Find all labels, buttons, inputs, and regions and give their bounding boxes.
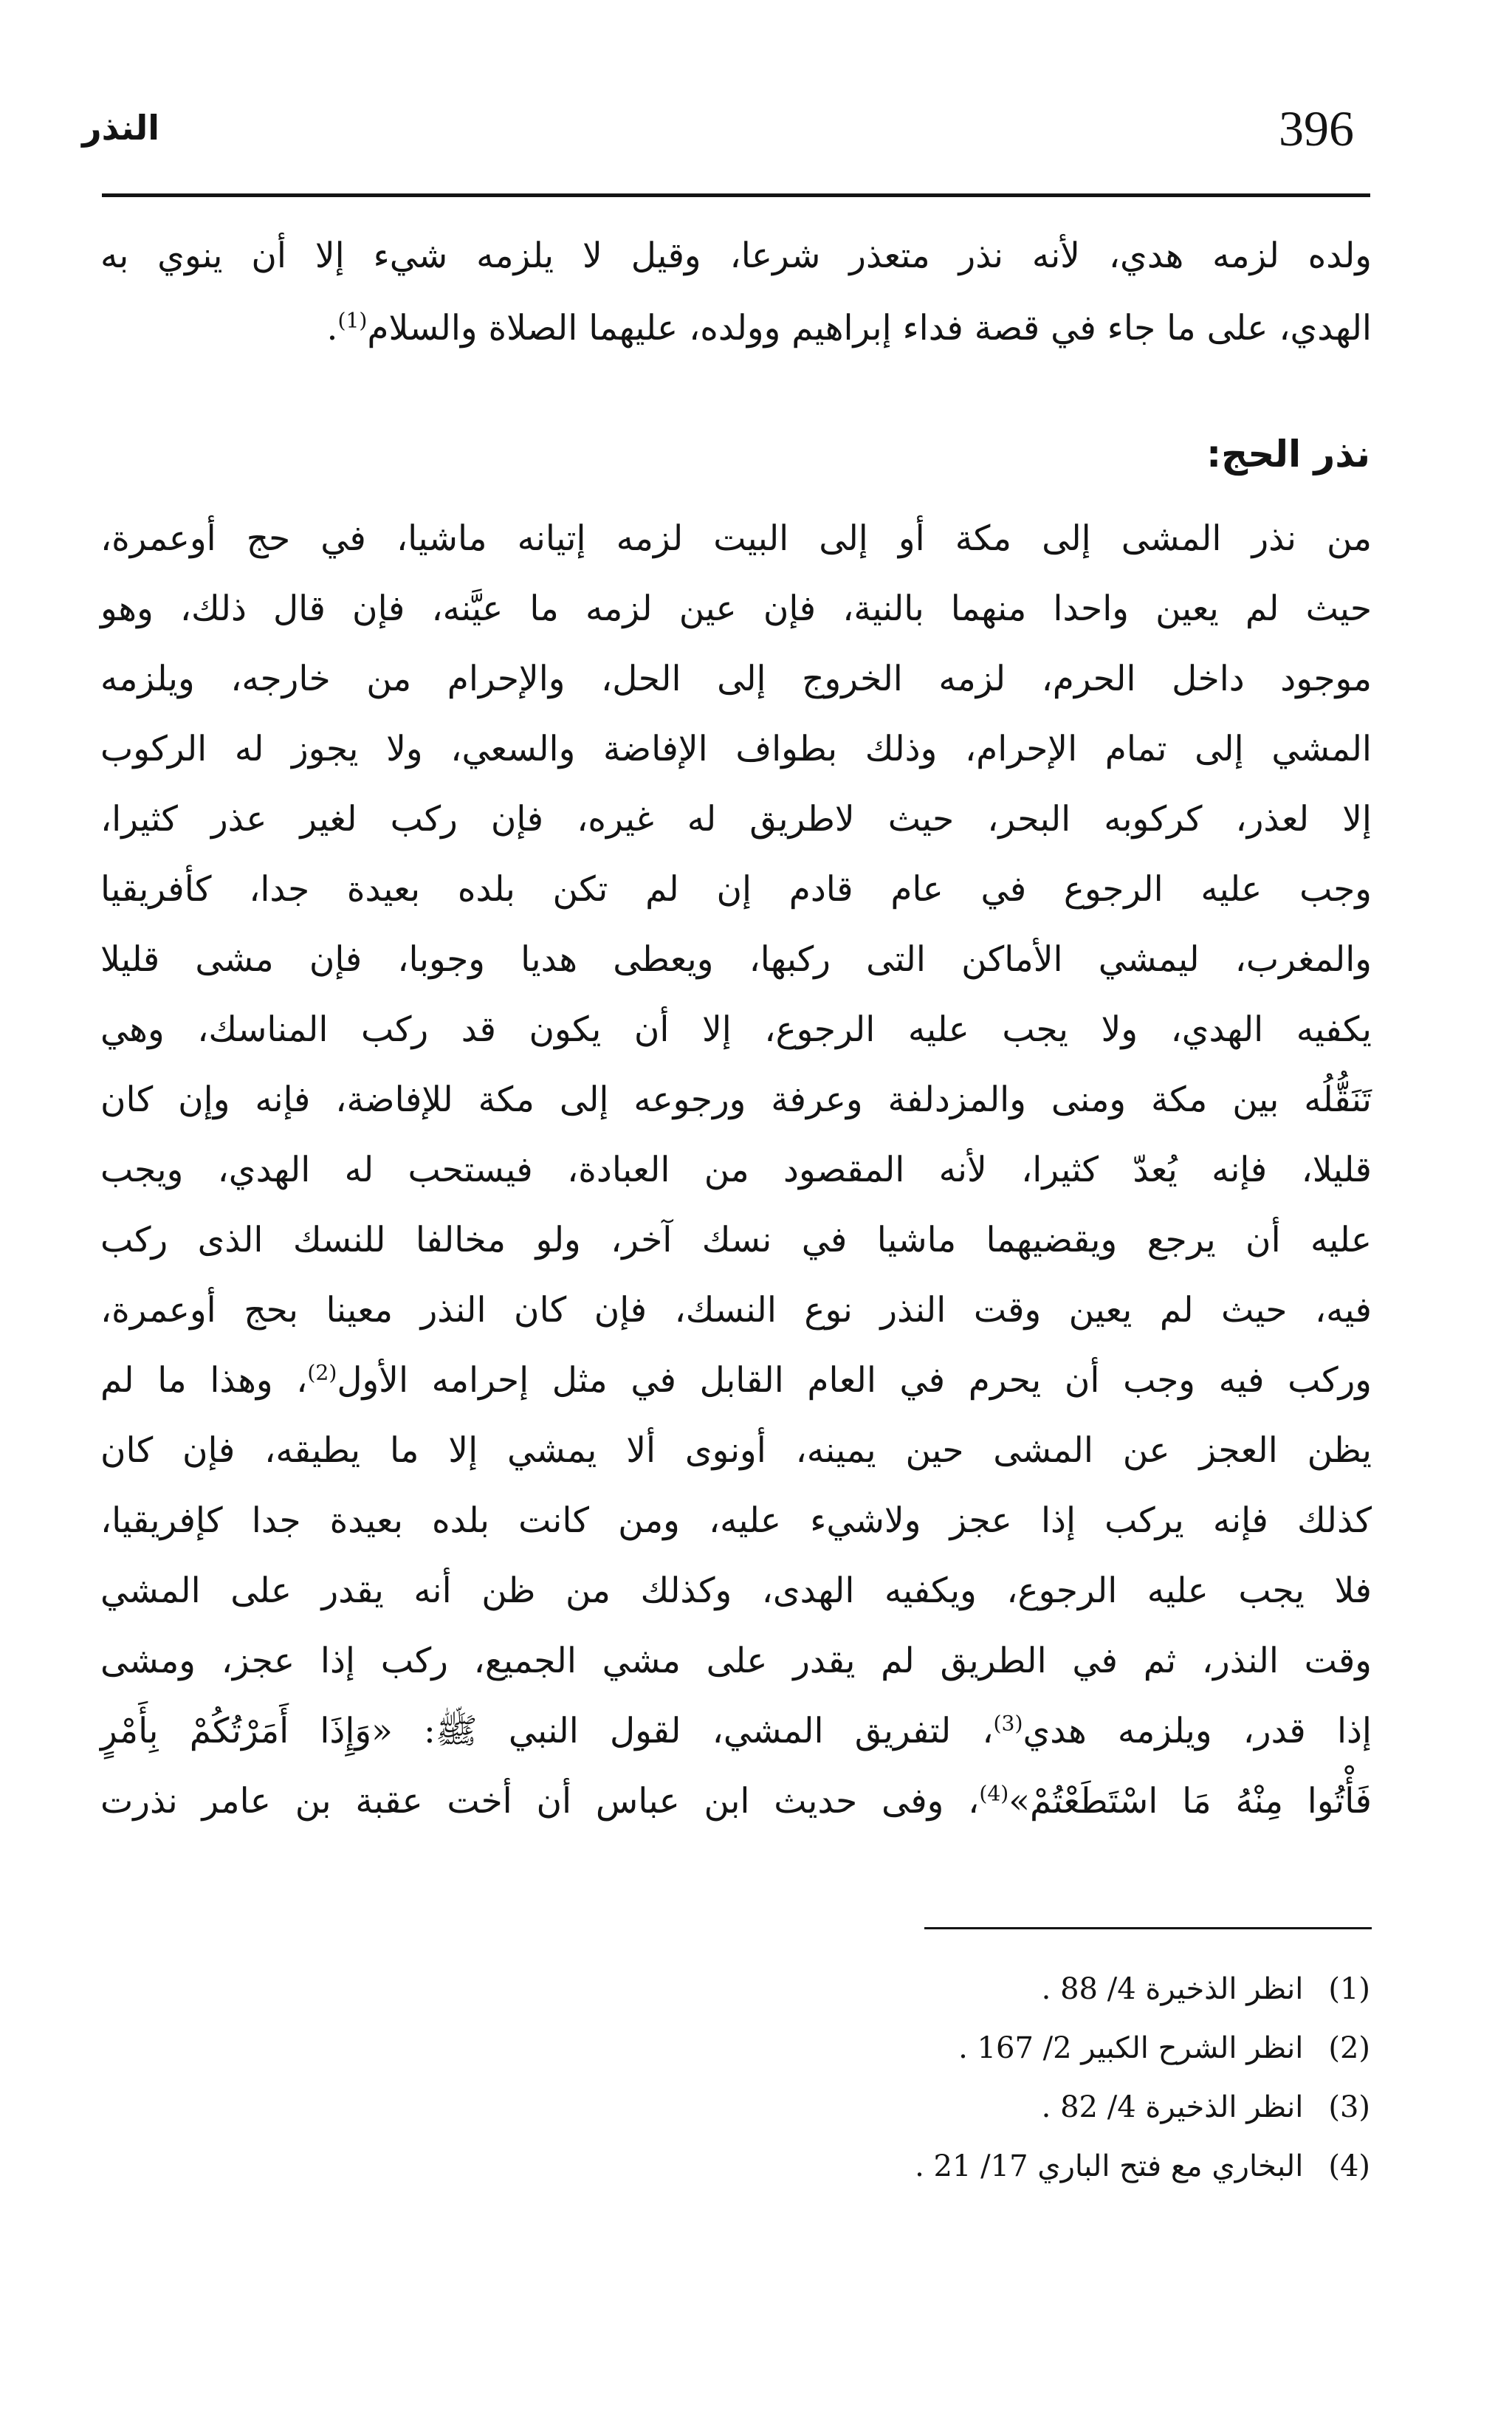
header-rule [102, 193, 1370, 197]
body-line: قليلا، فإنه يُعدّ كثيرا، لأنه المقصود من العبادة، فيستحب له الهدي، ويجب [100, 1150, 1372, 1190]
body-line: من نذر المشى إلى مكة أو إلى البيت لزمه إتيانه ماشيا، في حج أوعمرة، [100, 518, 1372, 559]
body-line: الهدي، على ما جاء في قصة فداء إبراهيم وولده، عليهما الصلاة والسلام$^{(1)}$. [326, 308, 1372, 349]
footnote-rule [924, 1927, 1372, 1929]
body-line: المشي إلى تمام الإحرام، وذلك بطواف الإفاضة والسعي، ولا يجوز له الركوب [100, 729, 1372, 769]
body-line: إلا لعذر، كركوبه البحر، حيث لاطريق له غيره، فإن ركب لغير عذر كثيرا، [100, 799, 1372, 840]
body-line: عليه أن يرجع ويقضيهما ماشيا في نسك آخر، ولو مخالفا للنسك الذى ركب [100, 1220, 1372, 1260]
body-line: يكفيه الهدي، ولا يجب عليه الرجوع، إلا أن يكون قد ركب المناسك، وهي [100, 1009, 1372, 1050]
body-line: تَنَقُّلُه بين مكة ومنى والمزدلفة وعرفة ورجوعه إلى مكة للإفاضة، فإنه وإن كان [100, 1079, 1372, 1120]
footnote-ref: (2) [307, 1360, 337, 1385]
page-number: 396 [1279, 100, 1354, 157]
body-line: يظن العجز عن المشى حين يمينه، أونوى ألا يمشي إلا ما يطيقه، فإن كان [100, 1430, 1372, 1471]
footnote: (4)البخاري مع فتح الباري 17/ 21 . [915, 2149, 1370, 2183]
body-line: ولده لزمه هدي، لأنه نذر متعذر شرعا، وقيل لا يلزمه شيء إلا أن ينوي به [100, 236, 1372, 276]
body-line: كذلك فإنه يركب إذا عجز ولاشيء عليه، ومن كانت بلده بعيدة جدا كإفريقيا، [100, 1500, 1372, 1541]
body-line: حيث لم يعين واحدا منهما بالنية، فإن عين لزمه ما عيَّنه، فإن قال ذلك، وهو [100, 588, 1372, 629]
footnote: (3)انظر الذخيرة 4/ 82 . [1041, 2090, 1370, 2124]
footnote-ref: (3) [993, 1711, 1023, 1736]
body-line: وركب فيه وجب أن يحرم في العام القابل في مثل إحرامه الأول$^{(2)}$، وهذا ما لم [100, 1360, 1372, 1401]
body-line: والمغرب، ليمشي الأماكن التى ركبها، ويعطى هديا وجوبا، فإن مشى قليلا [100, 939, 1372, 980]
body-line: وقت النذر، ثم في الطريق لم يقدر على مشي الجميع، ركب إذا عجز، ومشى [100, 1641, 1372, 1681]
body-line: إذا قدر، ويلزمه هدي$^{(3)}$، لتفريق المشي، لقول النبي ﷺ: «وَإِذَا أَمَرْتُكُمْ بِأَمْرٍ [100, 1711, 1372, 1751]
footnote-ref: (4) [979, 1781, 1009, 1806]
running-title: النذر [82, 108, 159, 148]
body-line: فيه، حيث لم يعين وقت النذر نوع النسك، فإن كان النذر معينا بحج أوعمرة، [100, 1290, 1372, 1331]
body-line: فَأْتُوا مِنْهُ مَا اسْتَطَعْتُمْ»$^{(4)}$، وفى حديث ابن عباس أن أخت عقبة بن عامر نذرت [100, 1781, 1372, 1822]
footnote: (2)انظر الشرح الكبير 2/ 167 . [958, 2031, 1370, 2065]
section-heading: نذر الحج: [1206, 433, 1370, 476]
footnote: (1)انظر الذخيرة 4/ 88 . [1041, 1972, 1370, 2006]
body-line: موجود داخل الحرم، لزمه الخروج إلى الحل، والإحرام من خارجه، ويلزمه [100, 659, 1372, 699]
body-line: وجب عليه الرجوع في عام قادم إن لم تكن بلده بعيدة جدا، كأفريقيا [100, 869, 1372, 910]
footnote-ref: (1) [337, 308, 368, 333]
body-line: فلا يجب عليه الرجوع، ويكفيه الهدى، وكذلك من ظن أنه يقدر على المشي [100, 1570, 1372, 1611]
